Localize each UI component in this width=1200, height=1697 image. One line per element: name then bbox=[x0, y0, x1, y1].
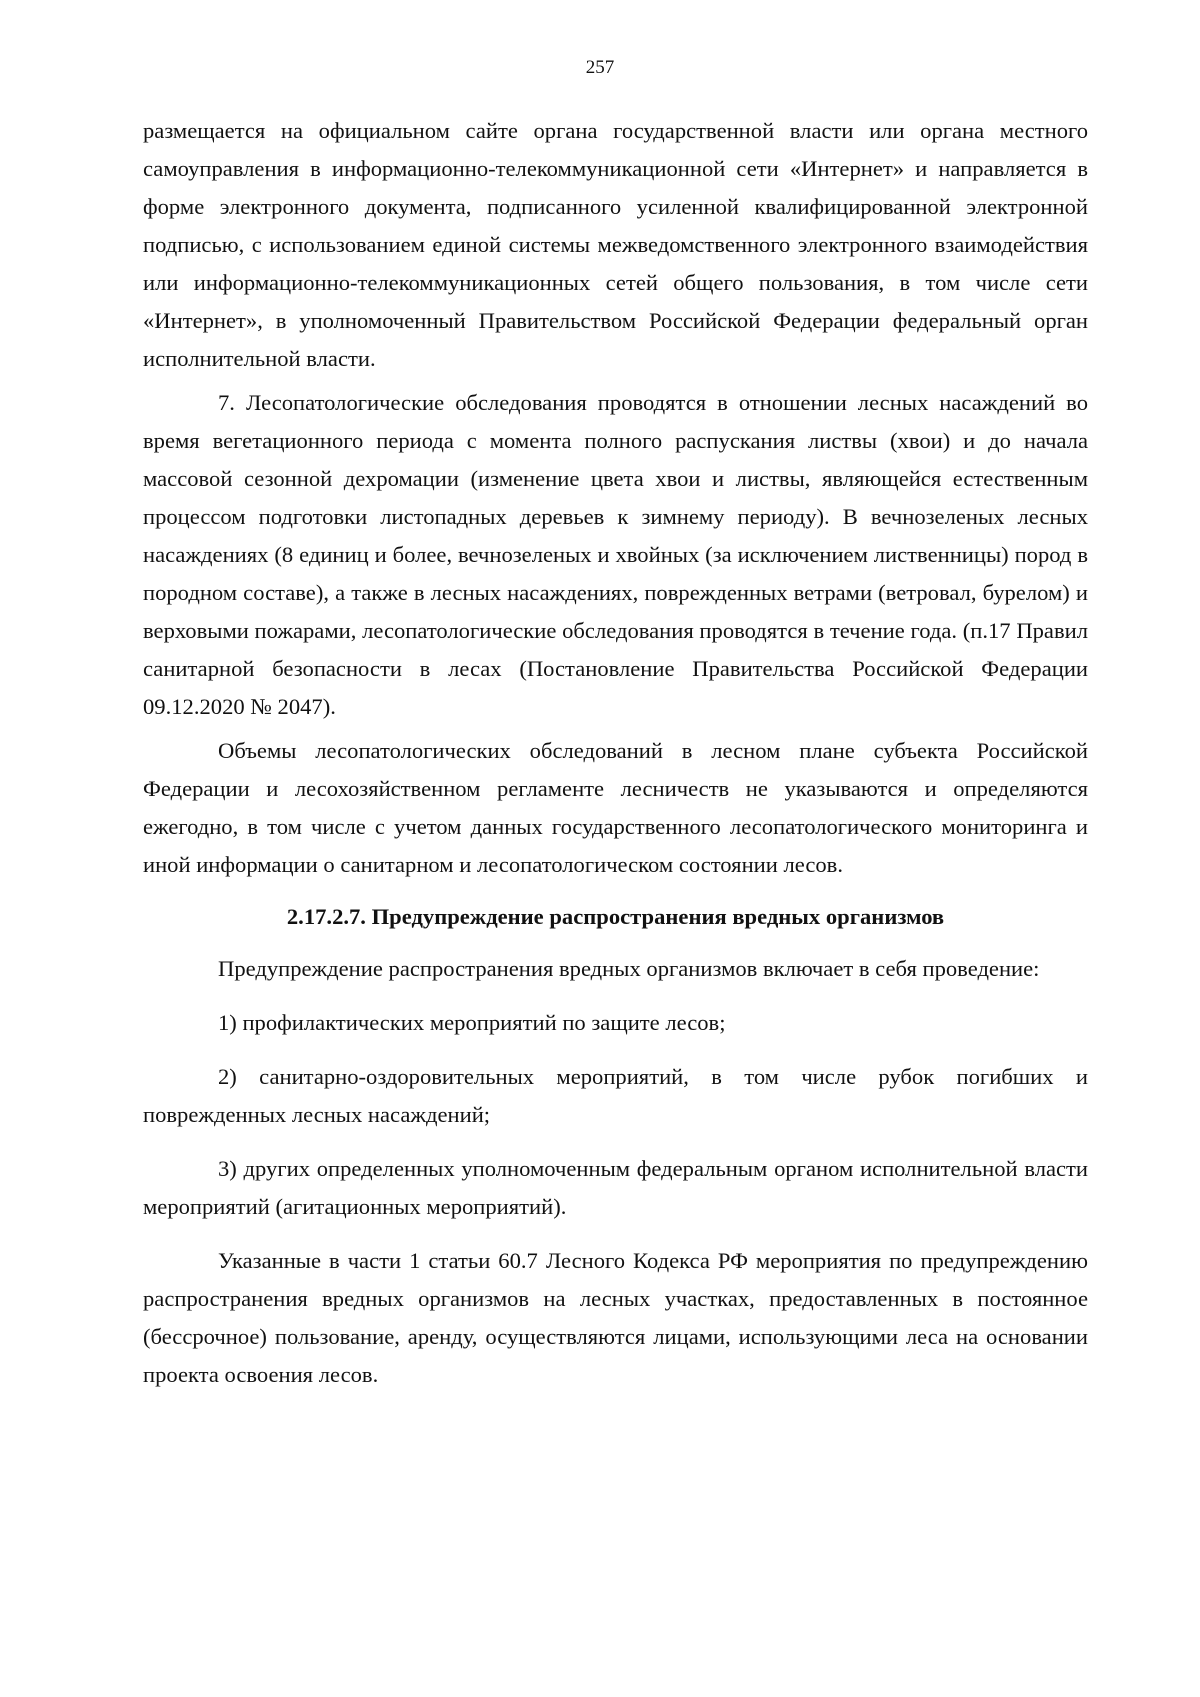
section-heading: 2.17.2.7. Предупреждение распространения вредных организмов bbox=[286, 904, 945, 929]
list-item: 1) профилактических мероприятий по защите лесов; bbox=[218, 1010, 726, 1035]
paragraph-item-7: 7. Лесопатологические обследования проводятся в отношении лесных насаждений во время вегетационного периода с момента полного распускания листвы (хвои) и до начала массовой сезонной дехромации (изменение цвета хвои и листвы, являющейся естественным процессом подготовки листопадных деревьев к зимнему периоду). В вечнозеленых лесных насаждениях (8 единиц и более, вечнозеленых и хвойных (за исключением лиственницы) пород в породном составе), а также в лесных насаждениях, поврежденных ветрами (ветровал, бурелом) и верховыми пожарами, лесопатологические обследования проводятся в течение года. (п.17 Правил санитарной безопасности в лесах (Постановление Правительства Российской Федерации 09.12.2020 № 2047). bbox=[143, 390, 1088, 719]
list-item: 2) санитарно-оздоровительных мероприятий, в том числе рубок погибших и поврежденных лесных насаждений; bbox=[143, 1064, 1088, 1127]
page-number: 257 bbox=[585, 57, 615, 78]
paragraph-survey-volumes: Объемы лесопатологических обследований в лесном плане субъекта Российской Федерации и лесохозяйственном регламенте лесничеств не указываются и определяются ежегодно, в том числе с учетом данных государственного лесопатологического мониторинга и иной информации о санитарном и лесопатологическом состоянии лесов. bbox=[143, 738, 1088, 877]
paragraph-continuation: размещается на официальном сайте органа государственной власти или органа местного самоуправления в информационно-телекоммуникационной сети «Интернет» и направляется в форме электронного документа, подписанного усиленной квалифицированной электронной подписью, с использованием единой системы межведомственного электронного взаимодействия или информационно-телекоммуникационных сетей общего пользования, в том числе сети «Интернет», в уполномоченный Правительством Российской Федерации федеральный орган исполнительной власти. bbox=[143, 118, 1088, 371]
document-body bbox=[143, 112, 1088, 1400]
paragraph-intro: Предупреждение распространения вредных организмов включает в себя проведение: bbox=[218, 956, 1040, 981]
list-item: 3) других определенных уполномоченным федеральным органом исполнительной власти мероприятий (агитационных мероприятий). bbox=[143, 1156, 1088, 1219]
paragraph-closing: Указанные в части 1 статьи 60.7 Лесного Кодекса РФ мероприятия по предупреждению распространения вредных организмов на лесных участках, предоставленных в постоянное (бессрочное) пользование, аренду, осуществляются лицами, использующими леса на основании проекта освоения лесов. bbox=[143, 1248, 1088, 1387]
